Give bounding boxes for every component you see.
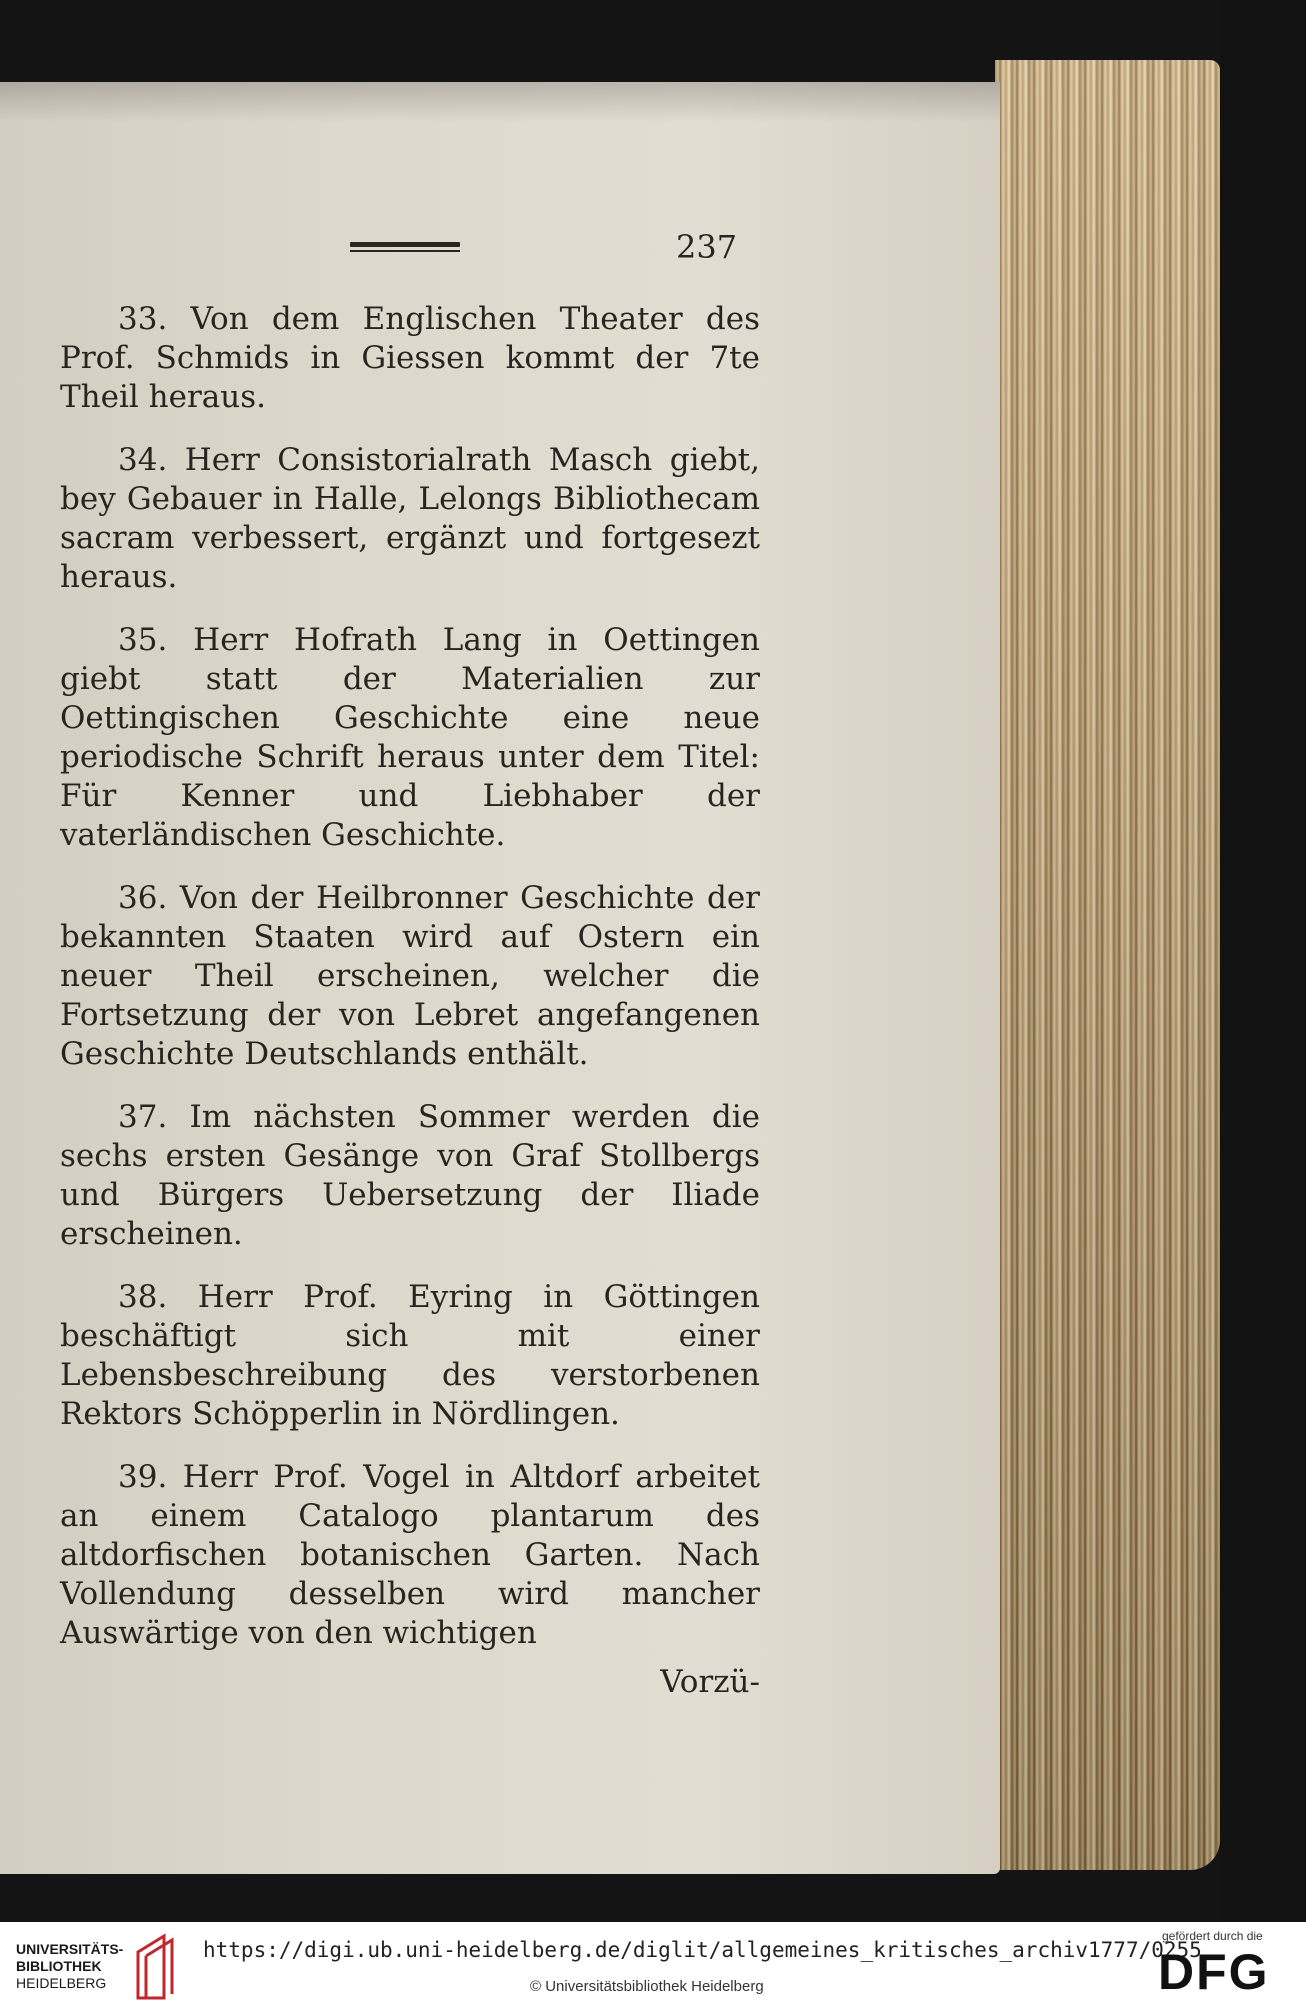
viewer-footer (0, 1922, 1306, 2015)
dfg-logo[interactable]: DFG (1158, 1944, 1270, 2000)
header-rule (350, 242, 460, 247)
library-name-line3: HEIDELBERG (16, 1975, 107, 1991)
paragraph-36: 36. Von der Heilbronner Geschichte der bekannten Staaten wird auf Ostern ein neuer Theil erscheinen, welcher die Fortsetzung der von Lebret angefangenen Geschichte Deutschlands enthält. (60, 880, 760, 1072)
permalink-url[interactable]: https://digi.ub.uni-heidelberg.de/diglit/allgemeines_kritisches_archiv1777/0255 (203, 1938, 1202, 1962)
paragraph-38: 38. Herr Prof. Eyring in Göttingen beschäftigt sich mit einer Lebensbeschreibung des verstorbenen Rektors Schöpperlin in Nördlingen. (60, 1279, 760, 1432)
library-logo-icon[interactable] (134, 1932, 178, 2002)
page-number: 237 (676, 228, 738, 266)
page-body (60, 300, 760, 1702)
scan-background (1220, 0, 1306, 1922)
paragraph-35: 35. Herr Hofrath Lang in Oettingen giebt statt der Materialien zur Oettingischen Geschichte eine neue periodische Schrift heraus unter dem Titel: Für Kenner und Liebhaber der vaterländischen Geschichte. (60, 622, 760, 853)
catchword: Vorzü- (660, 1664, 760, 1700)
paragraph-37: 37. Im nächsten Sommer werden die sechs ersten Gesänge von Graf Stollbergs und Bürgers Uebersetzung der Iliade erscheinen. (60, 1099, 760, 1252)
header-rule-thin (350, 250, 460, 252)
page-shadow (0, 82, 1000, 122)
copyright-notice: © Universitätsbibliothek Heidelberg (530, 1978, 764, 1995)
library-name-line2: BIBLIOTHEK (16, 1958, 102, 1974)
library-logo-text[interactable] (16, 1941, 123, 1992)
book-page-edges (995, 60, 1220, 1870)
paragraph-39: 39. Herr Prof. Vogel in Altdorf arbeitet an einem Catalogo plantarum des altdorfischen botanischen Garten. Nach Vollendung desselben wird mancher Auswärtige von den wichtigen (60, 1459, 760, 1651)
paragraph-33: 33. Von dem Englischen Theater des Prof. Schmids in Giessen kommt der 7te Theil heraus. (60, 301, 760, 415)
library-name-line1: UNIVERSITÄTS- (16, 1941, 124, 1957)
paragraph-34: 34. Herr Consistorialrath Masch giebt, bey Gebauer in Halle, Lelongs Bibliothecam sacram verbessert, ergänzt und fortgesezt heraus. (60, 442, 760, 595)
funder-label: gefördert durch die (1162, 1929, 1263, 1943)
